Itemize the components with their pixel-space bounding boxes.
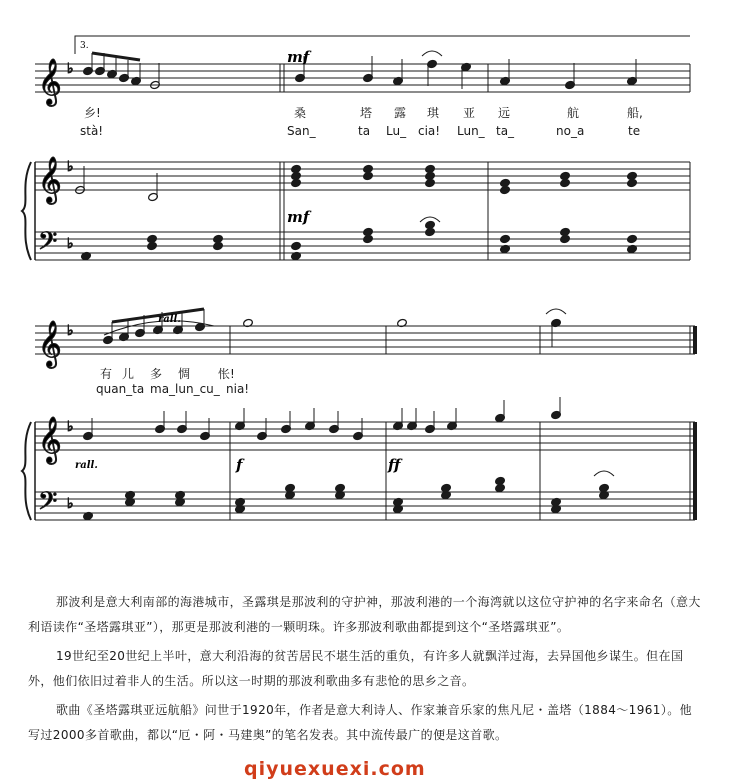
- lyric-cn: 琪: [427, 106, 440, 120]
- note-head: [291, 164, 302, 173]
- lyric-it: no_a: [556, 124, 585, 138]
- note-head: [363, 227, 374, 236]
- lyric-cn: 桑: [294, 106, 307, 120]
- final-barline: [693, 326, 697, 354]
- key-flat: ♭: [67, 496, 74, 512]
- note-head: [495, 476, 506, 485]
- note-head: [425, 164, 436, 173]
- dynamic-f: f: [236, 456, 243, 474]
- lyric-cn: 乡!: [84, 106, 101, 120]
- note-head: [363, 164, 374, 173]
- dynamic-ff: ff: [388, 456, 401, 474]
- rall-piano: rall.: [75, 460, 98, 471]
- treble-clef: 𝄞: [38, 157, 62, 203]
- lyric-cn: 船,: [627, 106, 643, 120]
- dynamic-mf-piano: mf: [287, 208, 310, 226]
- volta-bracket: [75, 36, 690, 54]
- lyric-cn: 塔: [360, 106, 373, 120]
- note-head: [627, 171, 638, 180]
- key-flat: ♭: [67, 159, 74, 175]
- dynamic-mf-vocal: mf: [287, 48, 310, 66]
- lyric-it: Lu_: [386, 124, 407, 138]
- lyrics-system1: [80, 105, 643, 138]
- piano-brace: [22, 162, 31, 260]
- key-flat: ♭: [67, 236, 74, 252]
- note-head: [335, 483, 346, 492]
- note-head: [147, 234, 158, 243]
- note-head: [500, 178, 511, 187]
- fermata: [422, 51, 442, 56]
- lyric-cn: 露: [394, 106, 407, 120]
- paragraph: 歌曲《圣塔露琪亚远航船》问世于1920年，作者是意大利诗人、作家兼音乐家的焦凡尼・盖塔（1884～1961）。他写过2000多首歌曲，都以“厄・阿・马建奥”的笔名发表。其中流传最广的便是这首歌。: [28, 703, 693, 742]
- lyric-it: cia!: [418, 124, 441, 138]
- lyric-it: quan_ta: [96, 382, 145, 396]
- volta-label: 3.: [80, 41, 89, 51]
- lyric-cn: 惆: [178, 367, 191, 381]
- bass-clef: 𝄢: [38, 487, 58, 522]
- key-flat: ♭: [67, 323, 74, 339]
- lyric-cn: 远: [498, 106, 511, 120]
- note-head: [441, 483, 452, 492]
- note-head: [291, 241, 302, 250]
- lyric-it: te: [628, 124, 641, 138]
- watermark-text: qiyuexuexi.com: [244, 758, 426, 780]
- rall-vocal: rall.: [158, 314, 181, 325]
- lyric-cn: 亚: [463, 106, 476, 120]
- bass-clef: 𝄢: [38, 227, 58, 262]
- fermata: [594, 471, 614, 476]
- note-head: [560, 227, 571, 236]
- lyric-cn: 有: [100, 367, 113, 381]
- key-flat: ♭: [67, 61, 74, 77]
- fermata: [546, 309, 566, 314]
- note-head: [627, 234, 638, 243]
- note-head: [213, 234, 224, 243]
- piano-brace: [22, 422, 31, 520]
- note-head: [599, 483, 610, 492]
- note-head: [425, 220, 436, 229]
- treble-clef: 𝄞: [38, 417, 62, 463]
- note-head: [285, 483, 296, 492]
- lyrics-system2: [96, 366, 249, 396]
- watermark: [0, 758, 731, 783]
- lyric-it: San_: [287, 124, 316, 138]
- treble-clef: 𝄞: [38, 321, 62, 367]
- lyric-it: Lun_: [457, 124, 485, 138]
- treble-clef: 𝄞: [38, 59, 62, 105]
- lyric-cn: 航: [567, 106, 580, 120]
- note-head: [500, 234, 511, 243]
- final-barline: [693, 422, 697, 520]
- lyric-it: ta: [358, 124, 371, 138]
- paragraph: 19世纪至20世纪上半叶，意大利沿海的贫苦居民不堪生活的重负，有许多人就飘洋过海，去异国他乡谋生。但在国外，他们依旧过着非人的生活。所以这一时期的那波利歌曲多有悲怆的思乡之音。: [28, 649, 684, 688]
- key-flat: ♭: [67, 419, 74, 435]
- lyric-it: ma_lun_cu_: [150, 382, 220, 396]
- note-head: [560, 171, 571, 180]
- lyric-cn: 儿: [122, 367, 135, 381]
- lyric-it: stà!: [80, 124, 104, 138]
- lyric-cn: 多: [150, 367, 163, 381]
- lyric-cn: 怅!: [218, 367, 235, 381]
- paragraph: 那波利是意大利南部的海港城市，圣露琪是那波利的守护神，那波利港的一个海湾就以这位守护神的名字来命名（意大利语读作“圣塔露琪亚”），那更是那波利港的一颗明珠。许多那波利歌曲都提到这个“圣塔露琪亚”。: [28, 595, 701, 634]
- lyric-it: ta_: [496, 124, 515, 138]
- article-text: [0, 590, 731, 752]
- lyric-it: nia!: [226, 382, 250, 396]
